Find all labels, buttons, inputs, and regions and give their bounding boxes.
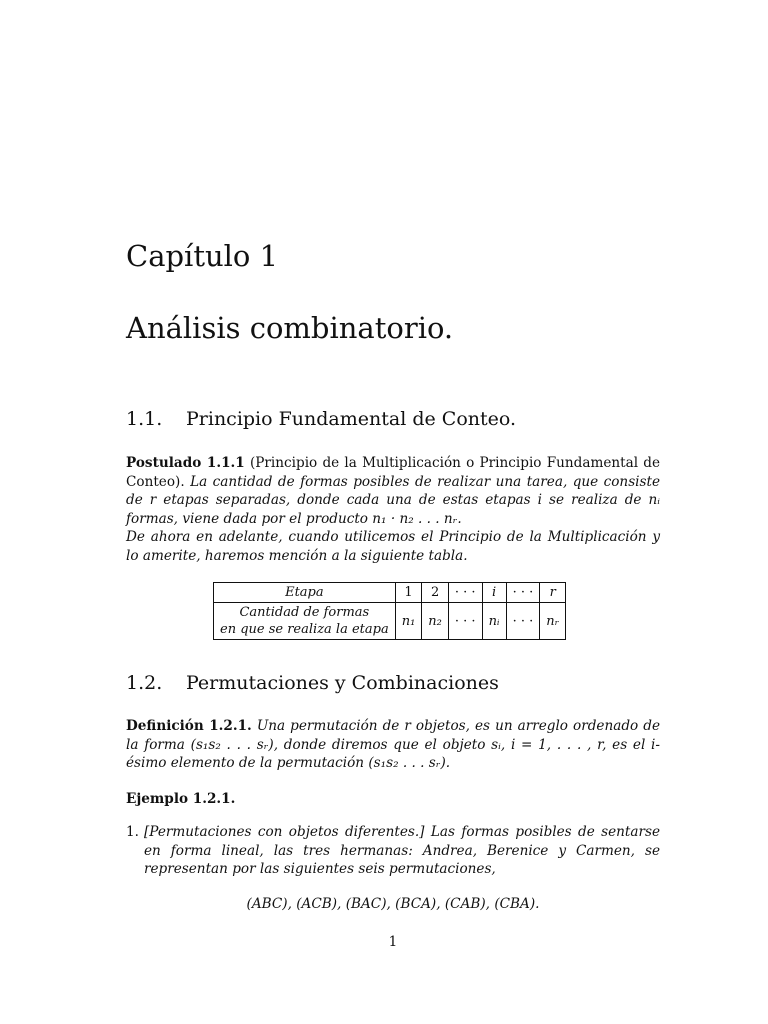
postulado-label: Postulado 1.1.1	[126, 455, 245, 471]
postulado-statement: La cantidad de formas posibles de realizar una tarea, que consiste de r etapas separadas, donde cada una de estas etapas i se realiza de nᵢ formas, viene dada por el producto n₁ · n₂ . . . nᵣ.	[126, 473, 660, 527]
ejemplo-heading	[126, 790, 660, 809]
table-cell: · · ·	[448, 603, 482, 640]
etapa-table	[213, 582, 566, 640]
section-heading-1	[126, 406, 516, 432]
list-item	[126, 823, 660, 879]
list-item-text: [Permutaciones con objetos diferentes.] Las formas posibles de sentarse en forma lineal, las tres hermanas: Andrea, Berenice y Carmen, se representan por las siguientes seis permutaciones,	[144, 824, 660, 877]
section-number: 1.2.	[126, 672, 163, 694]
table-row	[214, 603, 566, 640]
section-title: Permutaciones y Combinaciones	[186, 672, 499, 694]
definicion-label: Definición 1.2.1.	[126, 718, 252, 734]
table-cell: nᵣ	[540, 603, 566, 640]
postulado-paragraph	[126, 454, 660, 528]
display-equation: (ABC), (ACB), (BAC), (BCA), (CAB), (CBA).	[246, 896, 540, 912]
table-cell: Etapa	[214, 583, 396, 603]
table-cell: i	[482, 583, 506, 603]
table-cell: · · ·	[506, 583, 540, 603]
chapter-title: Análisis combinatorio.	[126, 311, 454, 345]
table-cell: r	[540, 583, 566, 603]
table-cell-line: en que se realiza la etapa	[220, 622, 389, 637]
postulado-note-text: De ahora en adelante, cuando utilicemos el Principio de la Multiplicación y lo amerite, haremos mención a la siguiente tabla.	[126, 529, 660, 564]
chapter-label: Capítulo 1	[126, 239, 279, 273]
table-cell	[214, 603, 396, 640]
postulado-note	[126, 528, 660, 565]
definicion-text: Una permutación de r objetos, es un arreglo ordenado de la forma (s₁s₂ . . . sᵣ), donde diremos que el objeto sᵢ, i = 1, . . . , r, es el i-ésimo elemento de la permutación (s₁s₂ . . . sᵣ).	[126, 718, 660, 771]
page-number: 1	[388, 934, 398, 950]
table-cell: n₂	[422, 603, 449, 640]
list-item-number: 1.	[126, 824, 139, 840]
table-cell: · · ·	[506, 603, 540, 640]
table-cell: · · ·	[448, 583, 482, 603]
definicion-paragraph	[126, 717, 660, 773]
table-cell: 1	[395, 583, 422, 603]
section-heading-2	[126, 670, 499, 696]
section-number: 1.1.	[126, 408, 163, 430]
table-cell: 2	[422, 583, 449, 603]
table-row	[214, 583, 566, 603]
ejemplo-label: Ejemplo 1.2.1.	[126, 791, 236, 807]
table-cell: nᵢ	[482, 603, 506, 640]
table-cell-line: Cantidad de formas	[239, 605, 370, 620]
table-cell: n₁	[395, 603, 422, 640]
postulado-name: (Principio de la Multiplicación o Principio Fundamental de Conteo).	[126, 455, 661, 490]
section-title: Principio Fundamental de Conteo.	[186, 408, 517, 430]
